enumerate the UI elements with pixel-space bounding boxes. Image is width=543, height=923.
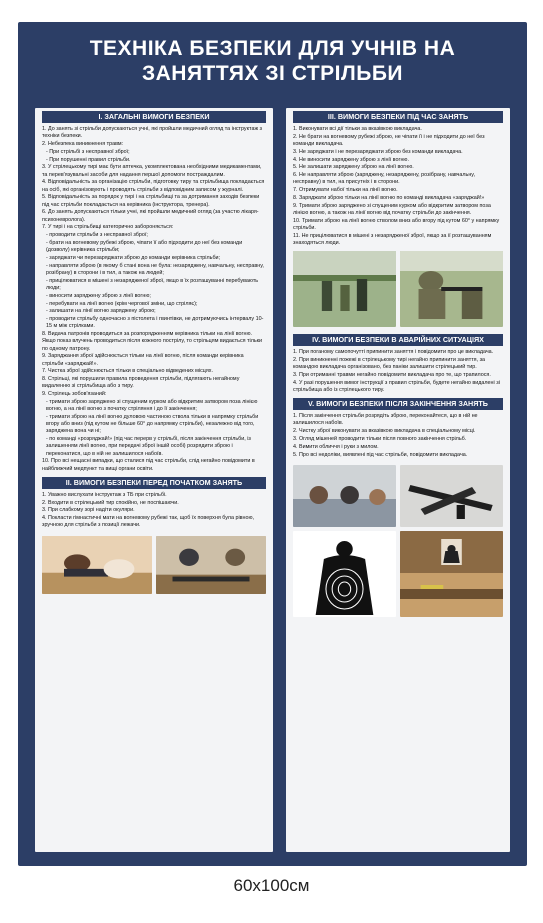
list-item: 7. Чистка зброї здійснюється тільки в спеціально відведених місцях. — [42, 368, 213, 375]
list-item: - виносити заряджену зброю з лінії вогню; — [46, 292, 151, 299]
list-item: 2. Чистку зброї виконувати за вказівкою викладача в спеціальному місці. — [293, 428, 476, 435]
section-2-heading: ІІ. ВИМОГИ БЕЗПЕКИ ПЕРЕД ПОЧАТКОМ ЗАНЯТЬ — [42, 477, 266, 489]
list-item: 5. Не залишати заряджену зброю на лінії вогню. — [293, 164, 414, 171]
list-item: - тримати зброю на лінії вогню дуловою частиною ствола тільки в напрямку стрільби вгору або вниз (під кутом не більше 60° до напрямку стрільби), незалежно від того, заряджена вона чи ні; — [46, 413, 259, 435]
list-item: - заряджати чи перезаряджати зброю до команди керівника стрільби; — [46, 254, 221, 261]
section-4-heading: IV. ВИМОГИ БЕЗПЕКИ В АВАРІЙНИХ СИТУАЦІЯХ — [293, 334, 503, 346]
list-item: - При порушенні правил стрільби. — [46, 156, 131, 163]
list-item: 1. Уважно вислухати інструктаж з ТБ при стрільбі. — [42, 491, 167, 498]
list-item: 3. Огляд мішеней проводити тільки після повного закінчення стрільб. — [293, 435, 467, 442]
list-item: 9. Тримати зброю заряджено зі спущеним курком або відкритим затвором поза лінією вогню, а також на лінії вогню від початку стрільби до закінчення. — [293, 202, 491, 216]
left-photos — [42, 536, 266, 594]
poster-title: ТЕХНІКА БЕЗПЕКИ ДЛЯ УЧНІВ НА ЗАНЯТТЯХ ЗІ СТРІЛЬБИ — [89, 37, 456, 85]
soldier-kneeling-photo — [400, 251, 503, 327]
list-item: - тримати зброю заряджено зі спущеним курком або відкритим затвором поза лінією вогню, а на лінії вогню з початку стріляння і до її закінчення; — [46, 398, 258, 413]
list-item: 11. Не прицілюватися в мішені з незарядженої зброї, якщо за ії розташуванням знаходяться люди. — [293, 232, 492, 246]
list-item: 4. Відповідальність за організацію стрільби, підготовку тиру та стрільбища покладається на осіб, які організовують і проводять стрільби з відповідним записом у журналі. — [42, 179, 265, 193]
list-item: 7. Отримувати набої тільки на лінії вогню. — [293, 187, 398, 194]
list-item: 4. Покласти гімнастичні мати на вогневому рубежі так, щоб їх поверхня була рівною, зручною для стрільби з позиції лежачи. — [42, 515, 255, 529]
list-item: - При стрільбі з несправної зброї; — [46, 148, 130, 155]
list-item: - по команді «розряджай!» (під час перерв у стрільбі, після закінчення стрільби, із залишенням лінії вогню, при передачі зброї іншій особі) розрядити зброю і переконатися, що в ній не залишилося набоїв. — [46, 436, 251, 457]
section-4-list — [293, 349, 503, 394]
right-mid-photos — [293, 465, 503, 527]
list-item: 2. Не брати на вогневому рубежі зброю, не чіпати її і не підходити до неї без команди викладача. — [293, 133, 485, 147]
list-item: 8. Видача патронів проводиться за розпорядженням керівника тільки на лінії вогню. Якщо показ влучень проводиться після кожного пострілу, то стрільцям видається тільки по одному патрону. — [42, 331, 263, 352]
list-item: - проводити стрільби з несправної зброї; — [46, 232, 148, 239]
list-item: 8. Заряджати зброю тільки на лінії вогню по команді викладача «заряджай!» — [293, 194, 485, 201]
list-item: 9. Стрілець зобов'язаний: — [42, 391, 107, 398]
list-item: - перебувати на лінії вогню (крім чергової зміни, що стріляє); — [46, 300, 198, 307]
list-item: 1. До занять зі стрільби допускаються учні, які пройшли медичний огляд та інструктаж з техніки безпеки. — [42, 126, 263, 140]
list-item: 3. При слабкому зорі надіти окуляри. — [42, 507, 135, 514]
right-bottom-photos — [293, 531, 503, 617]
rifles-photo — [400, 465, 503, 527]
list-item: 9. Заряджання зброї здійснюється тільки на лінії вогню, після команди керівника стрільби «заряджай!». — [42, 353, 244, 367]
list-item: 8. Стрільці, які порушили правила проведення стрільби, підлягають негайному видаленню зі стрільбища або з тиру. — [42, 376, 240, 390]
weapon-cleaning-photo — [156, 536, 266, 594]
students-shooting-photo — [42, 536, 152, 594]
list-item: 3. Не заряджати і не перезаряджати зброю без команди викладача. — [293, 148, 463, 155]
list-item: - прицілюватися в мішені з незарядженої зброї, якщо в їх розташуванні перебувають люди; — [46, 277, 259, 291]
list-item: 6. Не направляти зброю (заряджену, незаряджену, розібрану, навчальну, несправну) в тил, на присутніх і в сторони. — [293, 172, 475, 186]
size-caption: 60x100см — [233, 876, 310, 895]
field-training-photo — [293, 251, 396, 327]
right-top-photos — [293, 251, 503, 327]
list-item: - брати на вогневому рубежі зброю, чіпати її або підходити до неї без команди (дозволу) керівника стрільби; — [46, 239, 243, 254]
section-1-heading: І. ЗАГАЛЬНІ ВИМОГИ БЕЗПЕКИ — [42, 111, 266, 123]
section-5-heading: V. ВИМОГИ БЕЗПЕКИ ПІСЛЯ ЗАКІНЧЕННЯ ЗАНЯТЬ — [293, 398, 503, 410]
list-item: 4. У разі порушення вимог інструкції з правил стрільби, будете негайно видалені зі стрільбища або із стрілецького тиру. — [293, 379, 500, 393]
right-column — [286, 108, 510, 852]
list-item: 5. Відповідальність за порядок у тирі і на стрільбищі та за дотримання заходів безпеки під час стрільби покладається на керівника (інструктора, тренера). — [42, 194, 260, 208]
students-class-photo — [293, 465, 396, 527]
list-item: 2. Входити в стрілецький тир спокійно, не поспішаючи. — [42, 499, 179, 506]
shooting-range-photo — [400, 531, 503, 617]
list-item: - направляти зброю (в якому б стані вона не була: незаряджену, навчальну, несправну, розібрану) в сторони і в тил, а також на людей; — [46, 262, 264, 276]
section-1-list — [42, 126, 266, 473]
target-silhouette-image — [293, 531, 396, 617]
list-item: - залишати на лінії вогню заряджену зброю; — [46, 308, 156, 315]
list-item: - проводити стрільбу одночасно з пістолета і гвинтівки, не дотримуючись інтервалу 10-15 м між стрілками. — [46, 316, 264, 330]
left-column — [35, 108, 273, 852]
list-item: 6. До занять допускаються тільки учні, які пройшли медичний огляд (за участю лікаря-психоневролога). — [42, 209, 259, 223]
list-item: 3. При отриманні травми негайно повідомити викладача про те, що трапилося. — [293, 371, 491, 378]
section-3-list — [293, 126, 503, 247]
list-item: 1. При поганому самопочутті припинити заняття і повідомити про це викладача. — [293, 349, 494, 356]
list-item: 7. У тирі і на стрільбищі категорично забороняється: — [42, 224, 174, 231]
list-item: 2. Небезпека виникнення травм: — [42, 141, 124, 147]
list-item: 1. Виконувати всі дії тільки за вказівкою викладача. — [293, 126, 422, 132]
list-item: 3. У стрілецькому тирі має бути аптечка, укомплектована необхідними медикаментами, та перев'язувальні засоби для надання першої допомоги постраждалим. — [42, 164, 262, 178]
section-5-list — [293, 413, 503, 459]
list-item: 10. Про всі нещасні випадки, що сталися під час стрільби, слід негайно повідомити в найближчий медпункт та вищі органи освіти. — [42, 458, 255, 472]
list-item: 1. Після закінчення стрільби розрядіть зброю, переконайтеся, що в ній не залишилося набоїв. — [293, 413, 478, 427]
list-item: 5. Про всі недоліки, виявлені під час стрільби, повідомити викладача. — [293, 451, 468, 458]
list-item: 4. Не виносити заряджену зброю з лінії вогню. — [293, 156, 409, 163]
list-item: 2. При виникненні пожежі в стрілецькому тирі негайно припинити заняття, за командою викладача організовано, без паніки залишити стрілецький тир. — [293, 356, 486, 371]
poster-board — [18, 22, 527, 866]
section-3-heading: ІІІ. ВИМОГИ БЕЗПЕКИ ПІД ЧАС ЗАНЯТЬ — [293, 111, 503, 123]
list-item: 10. Тримати зброю на лінії вогню стволом вниз або вгору під кутом 60° у напрямку стрільби. — [293, 217, 500, 231]
section-2-list — [42, 492, 266, 530]
list-item: 4. Вимити обличчя і руки з милом. — [293, 443, 379, 450]
